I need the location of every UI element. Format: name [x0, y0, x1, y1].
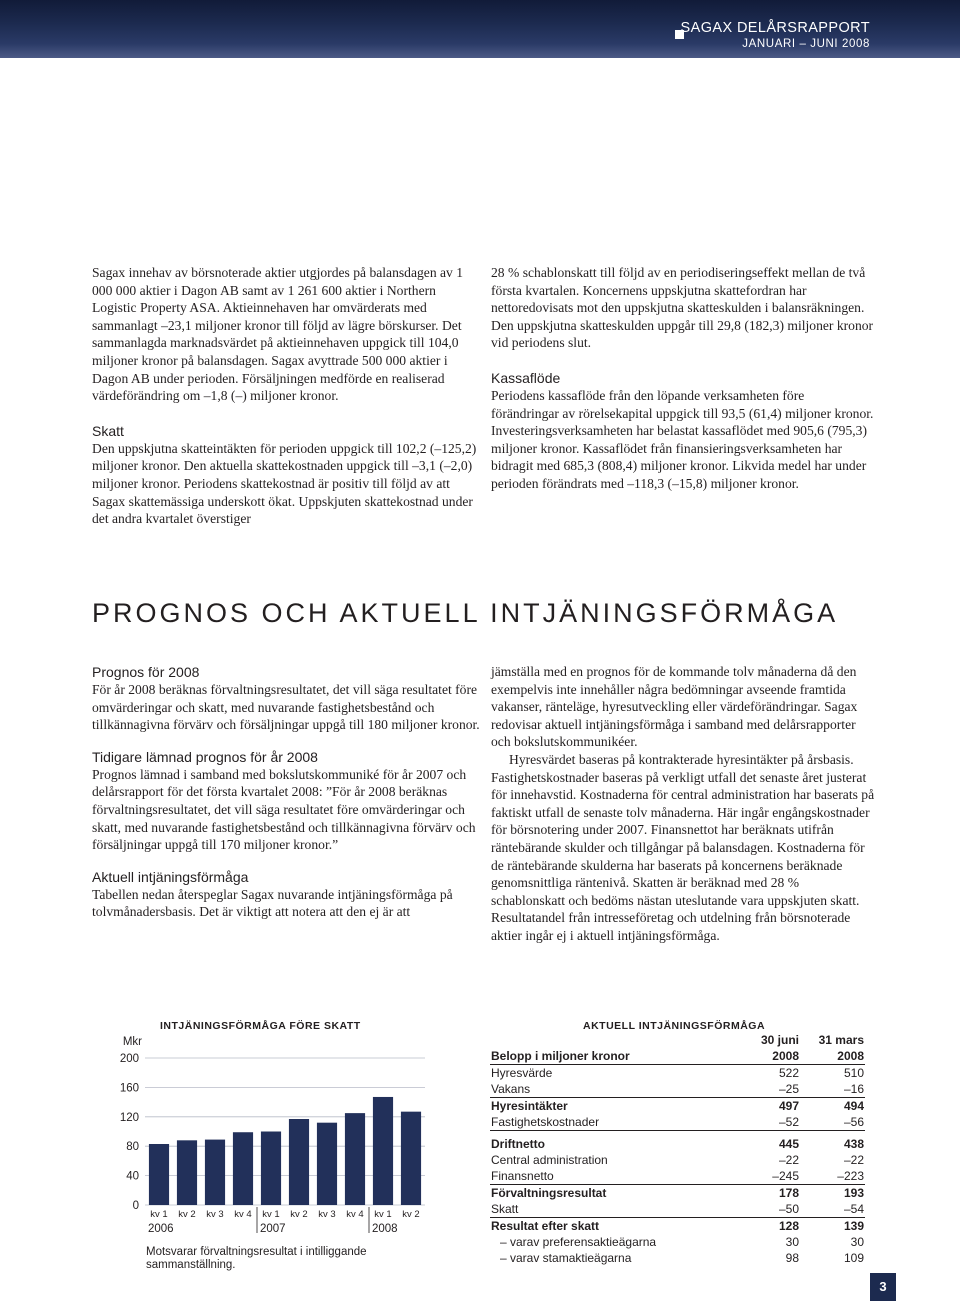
- chart-bar: [205, 1140, 225, 1205]
- row-value-31-mars: –16: [843, 1082, 864, 1096]
- table-row: [490, 1065, 865, 1082]
- row-label: Fastighetskostnader: [491, 1115, 600, 1129]
- chart-y-tick-label: 40: [126, 1170, 139, 1183]
- row-value-31-mars: –56: [843, 1115, 864, 1129]
- shareholding-paragraph: Sagax innehav av börsnoterade aktier utgjordes på balansdagen av 1 000 000 aktier i Dagon AB samt av 1 261 600 aktier i Northern Logistic Property ASA. Aktieinnehaven har omvärderats med sammanlagt –23,1 miljoner kronor till följd av lägre börskurser. Det sammanlagda marknadsvärdet på aktieinnehaven uppgick till 104,0 miljoner kronor på balansdagen. Sagax avyttrade 500 000 aktier i Dagon AB under perioden. Försäljningen medförde en realiserad värdeförändring om –1,8 (–) miljoner kronor.: [92, 265, 464, 404]
- table-row: [490, 1168, 865, 1185]
- col1-header-line2: 2008: [745, 1048, 800, 1065]
- chart-bar: [233, 1132, 253, 1205]
- top-right-column: [491, 264, 875, 493]
- row-value-31-mars: 139: [800, 1218, 865, 1235]
- table-row: [490, 1218, 865, 1235]
- tidigare-prognos-paragraph: Prognos lämnad i samband med bokslutskommuniké för år 2007 och delårsrapport för det första kvartalet 2008: ”För år 2008 beräknas förvaltningsresultatet, det vill säga resultatet före omvärderingar och skatt, med nuvarande fastighetsbestånd och tillkännagivna förvärv och försäljningar uppgå till 170 miljoner kronor.”: [92, 766, 476, 853]
- chart-bar: [345, 1113, 365, 1205]
- row-value-30-juni: –52: [778, 1115, 799, 1129]
- chart-y-tick-label: 0: [132, 1200, 139, 1212]
- section-heading: PROGNOS OCH AKTUELL INTJÄNINGSFÖRMÅGA: [92, 598, 839, 628]
- chart-x-tick-label: kv 1: [150, 1209, 168, 1220]
- tidigare-prognos-heading: Tidigare lämnad prognos för år 2008: [92, 748, 318, 765]
- chart-x-tick-label: kv 4: [234, 1209, 252, 1220]
- chart-x-tick-label: kv 2: [402, 1209, 420, 1220]
- row-label: Driftnetto: [490, 1131, 745, 1153]
- table-row: [490, 1234, 865, 1250]
- row-value-31-mars: –54: [843, 1202, 864, 1216]
- chart-x-tick-label: kv 2: [290, 1209, 308, 1220]
- chart-x-tick-label: kv 3: [206, 1209, 224, 1220]
- hyresvarde-paragraph: Hyresvärdet baseras på kontrakterade hyresintäkter på årsbasis. Fastighetskostnader baseras på verkligt utfall det senaste året justerat för innehavstid. Kostnaderna för central administration har baserats på faktiskt utfall de senaste tolv månaderna. Här ingår engångskostnader för börsnotering under 2007. Finansnettot har beräknats utifrån räntebärande skulder och tillgångar på balansdagen. Kostnaderna för de räntebärande skulderna har baserats på koncernens beräknade genomsnittliga räntenivå. Skatten är beräknad med 28 % schablonskatt och bedöms nästan uteslutande vara uppskjuten skatt. Resultatandel från intresseföretag och utdelning från börsnoterade aktier ingår ej i aktuell intjäningsförmåga.: [491, 751, 875, 943]
- chart-y-tick-label: 160: [119, 1082, 139, 1095]
- row-label: Skatt: [491, 1202, 519, 1216]
- table-row: [490, 1201, 865, 1218]
- chart-bar: [261, 1132, 281, 1206]
- row-value-30-juni: 497: [745, 1098, 800, 1115]
- row-value-30-juni: –22: [778, 1153, 799, 1167]
- table-row: [490, 1131, 865, 1153]
- table-row: [490, 1152, 865, 1168]
- aktuell-paragraph: Tabellen nedan återspeglar Sagax nuvarande intjäningsförmåga på tolvmånadersbasis. Det är viktigt att notera att den ej är att: [92, 886, 453, 920]
- row-label: Vakans: [491, 1082, 531, 1096]
- table-row: [490, 1250, 865, 1266]
- chart-bar: [373, 1097, 393, 1205]
- row-value-30-juni: 178: [745, 1185, 800, 1202]
- jamstalla-paragraph: jämställa med en prognos för de kommande tolv månaderna då den exempelvis inte innehåller några bedömningar avseende framtida vakanser, ränteläge, hyresutveckling eller värdeförändringar. Sagax redovisar aktuell intjäningsförmåga i samband med delårsrapporter och bokslutskommunikéer.: [491, 664, 858, 750]
- kassaflode-paragraph: Periodens kassaflöde från den löpande verksamheten före förändringar av rörelsekapital uppgick till 93,5 (61,4) miljoner kronor. Investeringsverksamheten har belastat kassaflödet med 905,6 (795,3) miljoner kronor. Kassaflödet från finansieringsverksamheten har bidragit med 685,3 (808,4) miljoner kronor. Likvida medel har under perioden förändrats med –118,3 (–15,8) miljoner kronor.: [491, 387, 874, 491]
- row-value-30-juni: –50: [778, 1202, 799, 1216]
- kassaflode-heading: Kassaflöde: [491, 369, 561, 386]
- table-header-label: Belopp i miljoner kronor: [490, 1048, 745, 1065]
- chart-y-axis-label: Mkr: [122, 1036, 142, 1048]
- page-number: 3: [870, 1273, 896, 1301]
- chart-bar: [149, 1144, 169, 1205]
- chart-caption: Motsvarar förvaltningsresultat i intilliggande sammanställning.: [146, 1246, 367, 1271]
- col1-header-line1: 30 juni: [760, 1033, 799, 1047]
- top-left-column: [92, 264, 482, 528]
- chart-x-tick-label: kv 2: [178, 1209, 196, 1220]
- chart-x-tick-label: kv 1: [262, 1209, 280, 1220]
- row-value-31-mars: –223: [837, 1169, 864, 1183]
- chart-y-tick-label: 80: [126, 1141, 139, 1154]
- row-value-31-mars: 438: [800, 1131, 865, 1153]
- earnings-capacity-chart: [90, 1030, 440, 1242]
- row-label: Förvaltningsresultat: [490, 1185, 745, 1202]
- chart-year-label: 2006: [148, 1223, 174, 1235]
- chart-y-tick-label: 200: [119, 1053, 139, 1065]
- skatt-paragraph: Den uppskjutna skatteintäkten för perioden uppgick till 102,2 (–125,2) miljoner kronor. Den aktuella skattekostnaden uppgick till –3,1 (–2,0) miljoner kronor. Periodens skattekostnad är positiv till följd av att Sagax skattemässiga underskott ökat. Uppskjuten skattekostnad under det andra kvartalet överstiger: [92, 440, 477, 527]
- row-label: Finansnetto: [491, 1169, 554, 1183]
- header-subtitle: JANUARI – JUNI 2008: [742, 38, 870, 50]
- row-value-30-juni: 98: [785, 1251, 799, 1265]
- header-title: SAGAX DELÅRSRAPPORT: [680, 20, 870, 36]
- row-value-30-juni: –245: [772, 1169, 799, 1183]
- chart-year-label: 2007: [260, 1223, 286, 1235]
- table-header-row-2: [490, 1048, 865, 1065]
- aktuell-heading: Aktuell intjäningsförmåga: [92, 868, 249, 885]
- chart-year-label: 2008: [372, 1223, 398, 1235]
- row-value-31-mars: 510: [843, 1066, 864, 1080]
- row-value-30-juni: –25: [778, 1082, 799, 1096]
- bottom-left-column: [92, 663, 482, 921]
- row-value-31-mars: –22: [843, 1153, 864, 1167]
- table-header-row-1: [490, 1032, 865, 1048]
- row-label: Hyresintäkter: [490, 1098, 745, 1115]
- prognos-paragraph: För år 2008 beräknas förvaltningsresultatet, det vill säga resultatet före omvärderingar och skatt, med nuvarande fastighetsbestånd och tillkännagivna förvärv och försäljningar uppgå till 180 miljoner kronor.: [92, 682, 480, 733]
- row-value-30-juni: 445: [745, 1131, 800, 1153]
- header-banner: [0, 0, 960, 58]
- row-label: – varav preferensaktieägarna: [500, 1235, 657, 1249]
- chart-y-tick-label: 120: [119, 1111, 139, 1124]
- skatt-continued-paragraph: 28 % schablonskatt till följd av en periodiseringseffekt mellan de två första kvartalen. Koncernens uppskjutna skattefordran har nettoredovisats mot den uppskjutna skatteskulden i balansräkningen. Den uppskjutna skatteskulden uppgår till 29,8 (182,3) miljoner kronor vid periodens slut.: [491, 265, 874, 351]
- chart-bar: [401, 1112, 421, 1205]
- prognos-heading: Prognos för 2008: [92, 664, 200, 680]
- row-value-30-juni: 30: [785, 1235, 799, 1249]
- row-value-30-juni: 522: [778, 1066, 799, 1080]
- chart-bar: [317, 1123, 337, 1205]
- chart-x-tick-label: kv 4: [346, 1209, 364, 1220]
- earnings-capacity-table: [490, 1032, 865, 1266]
- chart-x-tick-label: kv 1: [374, 1209, 392, 1220]
- chart-bar: [177, 1140, 197, 1205]
- row-value-31-mars: 30: [850, 1235, 864, 1249]
- row-label: Resultat efter skatt: [490, 1218, 745, 1235]
- row-label: – varav stamaktieägarna: [500, 1251, 632, 1265]
- chart-x-tick-label: kv 3: [318, 1209, 336, 1220]
- table-row: [490, 1114, 865, 1131]
- table-title: AKTUELL INTJÄNINGSFÖRMÅGA: [583, 1020, 766, 1032]
- chart-title: INTJÄNINGSFÖRMÅGA FÖRE SKATT: [160, 1020, 361, 1032]
- col2-header-line1: 31 mars: [818, 1033, 864, 1047]
- table-row: [490, 1185, 865, 1202]
- row-label: Hyresvärde: [491, 1066, 553, 1080]
- col2-header-line2: 2008: [800, 1048, 865, 1065]
- skatt-heading: Skatt: [92, 422, 124, 439]
- table-row: [490, 1081, 865, 1098]
- row-value-30-juni: 128: [745, 1218, 800, 1235]
- row-value-31-mars: 494: [800, 1098, 865, 1115]
- row-value-31-mars: 193: [800, 1185, 865, 1202]
- table-row: [490, 1098, 865, 1115]
- row-value-31-mars: 109: [843, 1251, 864, 1265]
- row-label: Central administration: [491, 1153, 608, 1167]
- bottom-right-column: [491, 663, 875, 945]
- chart-bar: [289, 1119, 309, 1205]
